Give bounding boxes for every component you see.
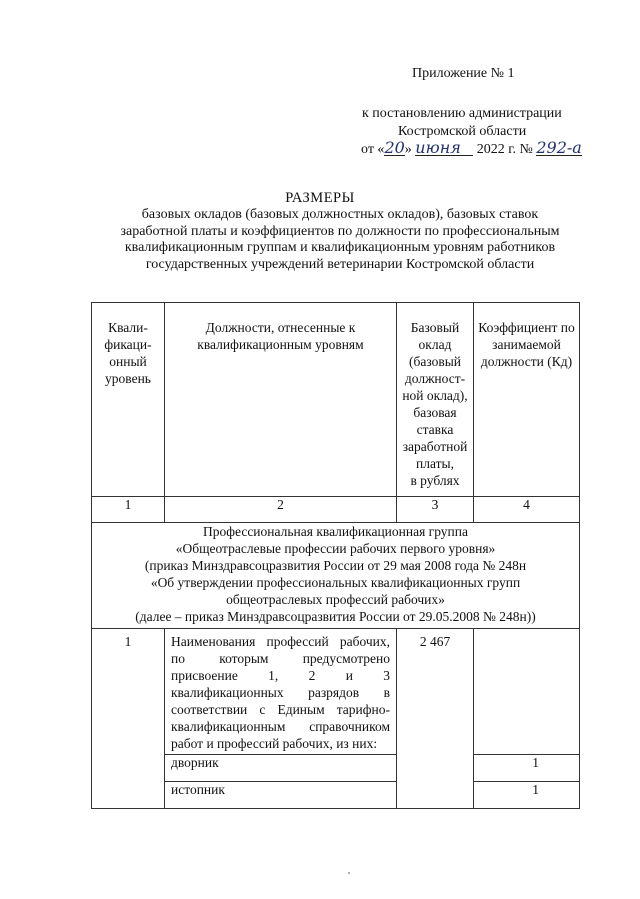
job-name: дворник bbox=[165, 755, 397, 782]
decree-region: Костромской области bbox=[398, 124, 527, 139]
header-qualification-level: Квали- фикаци- онный уровень bbox=[92, 303, 165, 497]
salary-table bbox=[91, 302, 580, 809]
job-coefficient: 1 bbox=[474, 782, 580, 809]
column-number: 2 bbox=[165, 497, 397, 523]
qualification-group-title: Профессиональная квалификационная группа «Общеотраслевые профессии рабочих первого уровня» (приказ Минздравсоцразвития России от 29 мая 2008 года № 248н «Об утверждении профессиональных квалификационных групп общеотраслевых профессий рабочих» (далее – приказ Минздравсоцразвития России от 29.05.2008 № 248н)) bbox=[92, 523, 580, 629]
header-positions: Должности, отнесенные к квалификационным уровням bbox=[165, 303, 397, 497]
document-title: РАЗМЕРЫ bbox=[285, 190, 355, 206]
level-cell: 1 bbox=[92, 629, 165, 809]
column-number: 1 bbox=[92, 497, 165, 523]
date-day-handwritten: 20 bbox=[384, 138, 405, 157]
base-salary-value: 2 467 bbox=[397, 629, 474, 809]
subtitle-line: заработной платы и коэффициентов по должности по профессиональным bbox=[120, 223, 560, 239]
qualification-group-row bbox=[92, 523, 580, 629]
decree-number-handwritten: 292-а bbox=[536, 138, 582, 157]
decree-reference: к постановлению администрации bbox=[362, 106, 562, 121]
column-number: 3 bbox=[397, 497, 474, 523]
header-coefficient: Коэффициент по занимаемой должности (Кд) bbox=[474, 303, 580, 497]
subtitle-line: квалификационным группам и квалификационным уровням работников bbox=[124, 240, 556, 255]
scan-speck bbox=[348, 872, 350, 874]
column-number-row bbox=[92, 497, 580, 523]
job-name: истопник bbox=[165, 782, 397, 809]
date-mid: » bbox=[404, 142, 412, 157]
level-description: Наименования профессий рабочих, по которым предусмотрено присвоение 1, 2 и 3 квалификационных разрядов в соответствии с Единым тарифно-квалификационным справочником работ и профессий рабочих, из них: bbox=[165, 629, 397, 755]
date-year: 2022 г. № bbox=[476, 142, 533, 157]
subtitle-line: базовых окладов (базовых должностных окладов), базовых ставок bbox=[141, 207, 539, 222]
table-row bbox=[92, 629, 580, 755]
coefficient-empty bbox=[474, 629, 580, 755]
table-header-row bbox=[92, 303, 580, 497]
date-prefix: от « bbox=[361, 142, 385, 157]
table-row bbox=[92, 782, 580, 809]
decree-date-line bbox=[361, 138, 582, 158]
date-month-handwritten: июня bbox=[415, 141, 473, 156]
subtitle-line: государственных учреждений ветеринарии Костромской области bbox=[145, 256, 535, 272]
column-number: 4 bbox=[474, 497, 580, 523]
job-coefficient: 1 bbox=[474, 755, 580, 782]
header-base-salary: Базовый оклад (базовый должност-ной оклад), базовая ставка заработной платы, в рублях bbox=[397, 303, 474, 497]
document-subtitle bbox=[90, 207, 590, 273]
annex-label: Приложение № 1 bbox=[412, 66, 515, 81]
table-row bbox=[92, 755, 580, 782]
